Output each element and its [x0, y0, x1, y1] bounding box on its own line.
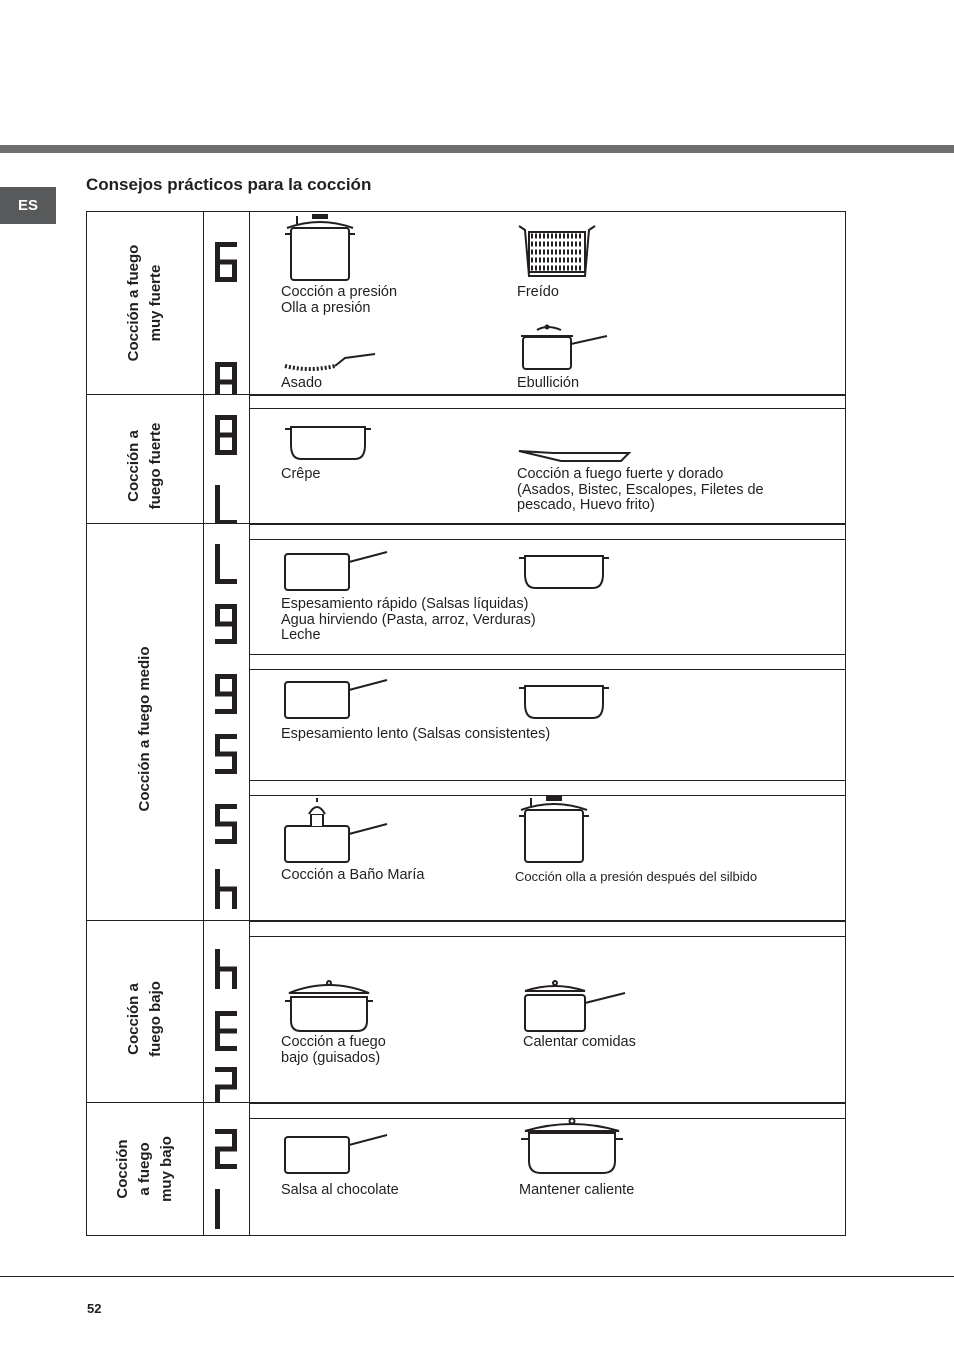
category-label: Cocción a fuego bajo	[125, 981, 164, 1057]
seven-segment-digit	[215, 1129, 237, 1169]
digit-segment	[215, 485, 220, 505]
digit-segment	[215, 433, 237, 438]
wide-pot-with-lid-icon	[519, 1115, 625, 1182]
pot-icon	[517, 682, 612, 727]
item-label: Cocción a fuego fuerte y dorado (Asados, Bistec, Escalopes, Filetes de pescado, Huevo frito)	[517, 466, 764, 513]
item-label: Crêpe	[281, 466, 321, 482]
digit-segment	[232, 754, 237, 774]
digit-segment	[232, 969, 237, 989]
digit-segment	[232, 362, 237, 382]
casserole-with-lid-icon	[283, 979, 375, 1040]
band-bajo	[86, 920, 846, 1118]
item-label: Mantener caliente	[519, 1182, 635, 1198]
digit-segment	[232, 415, 237, 435]
seven-segment-digit	[215, 869, 237, 909]
digit-segment	[215, 505, 220, 525]
digit-segment	[215, 1031, 220, 1051]
band-separator	[249, 921, 845, 937]
digit-segment	[232, 262, 237, 282]
pressure-cooker-icon	[283, 214, 358, 287]
band-separator	[249, 654, 845, 670]
page-title: Consejos prácticos para la cocción	[86, 175, 372, 194]
digit-segment	[232, 694, 237, 714]
band-muy-bajo	[86, 1102, 846, 1236]
digit-segment	[215, 435, 220, 455]
category-cell	[87, 524, 204, 934]
language-tab: ES	[0, 187, 56, 224]
item-label: Cocción a presión Olla a presión	[281, 284, 398, 316]
pot-icon	[283, 423, 373, 468]
digit-segment	[232, 624, 237, 644]
digit-segment	[215, 674, 220, 694]
band-separator	[249, 524, 845, 540]
seven-segment-digit	[215, 1067, 237, 1107]
digit-segment	[215, 380, 237, 385]
digit-segment	[215, 889, 220, 909]
seven-segment-digit	[215, 674, 237, 714]
saucepan-icon	[283, 676, 391, 725]
band-muy-fuerte	[86, 211, 846, 395]
seven-segment-digit	[215, 604, 237, 644]
digit-segment	[215, 949, 220, 969]
pot-icon	[517, 552, 612, 597]
item-label: Espesamiento rápido (Salsas líquidas) Agua hirviendo (Pasta, arroz, Verduras) Leche	[281, 596, 536, 643]
power-level-digits	[203, 524, 250, 934]
digit-segment	[215, 1067, 237, 1072]
digit-segment	[215, 544, 220, 564]
fryer-basket-icon	[517, 224, 597, 287]
digit-segment	[215, 1189, 220, 1209]
digit-segment	[232, 824, 237, 844]
pressure-cooker-icon	[517, 794, 592, 869]
digit-segment	[215, 734, 237, 739]
item-label: Freído	[517, 284, 559, 300]
bain-marie-icon	[283, 796, 391, 871]
page-number: 52	[87, 1301, 102, 1316]
saucepan-icon	[283, 1131, 391, 1180]
category-label: Cocción a fuego muy fuerte	[125, 244, 164, 362]
item-label: Cocción olla a presión después del silbido	[515, 869, 758, 884]
seven-segment-digit	[215, 415, 237, 455]
category-cell	[87, 1103, 204, 1235]
saucepan-with-lid-icon	[521, 979, 629, 1040]
power-level-digits	[203, 1103, 250, 1235]
seven-segment-digit	[215, 1011, 237, 1051]
digit-segment	[215, 869, 220, 889]
digit-segment	[215, 1149, 220, 1169]
item-label: Salsa al chocolate	[281, 1182, 399, 1198]
category-label: Cocción a fuego fuerte	[125, 422, 164, 510]
digit-segment	[215, 804, 237, 809]
seven-segment-digit	[215, 242, 237, 282]
category-cell	[87, 212, 204, 394]
seven-segment-digit	[215, 734, 237, 774]
seven-segment-digit	[215, 1189, 220, 1229]
digit-segment	[232, 889, 237, 909]
item-label: Ebullición	[517, 375, 580, 391]
category-label: Cocción a fuego muy bajo	[114, 1136, 175, 1202]
header-bar	[0, 145, 954, 153]
item-label: Cocción a Baño María	[281, 867, 425, 883]
item-label: Calentar comidas	[523, 1034, 636, 1050]
digit-segment	[215, 1011, 237, 1016]
power-level-digits	[203, 395, 250, 537]
digit-segment	[215, 604, 220, 624]
digit-segment	[215, 564, 220, 584]
item-label: Espesamiento lento (Salsas consistentes)	[281, 726, 551, 742]
category-cell	[87, 921, 204, 1117]
seven-segment-digit	[215, 544, 237, 584]
seven-segment-digit	[215, 949, 237, 989]
saucepan-icon	[283, 548, 391, 597]
seven-segment-digit	[215, 362, 237, 396]
digit-segment	[215, 260, 237, 265]
band-fuerte	[86, 394, 846, 538]
digit-segment	[232, 435, 237, 455]
digit-segment	[215, 1209, 220, 1229]
power-level-digits	[203, 212, 250, 394]
digit-segment	[215, 262, 220, 282]
category-label: Cocción a fuego medio	[136, 646, 153, 812]
power-level-digits	[203, 921, 250, 1117]
saucepan-with-lid-icon	[517, 324, 612, 377]
item-label: Cocción a fuego bajo (guisados)	[281, 1034, 386, 1066]
footer-rule	[0, 1276, 954, 1277]
digit-segment	[215, 242, 237, 247]
item-label: Asado	[281, 375, 323, 391]
digit-segment	[215, 969, 220, 989]
band-separator	[249, 395, 845, 409]
digit-segment	[215, 1129, 237, 1134]
band-medio	[86, 523, 846, 935]
seven-segment-digit	[215, 804, 237, 844]
category-cell	[87, 395, 204, 537]
seven-segment-digit	[215, 485, 237, 525]
